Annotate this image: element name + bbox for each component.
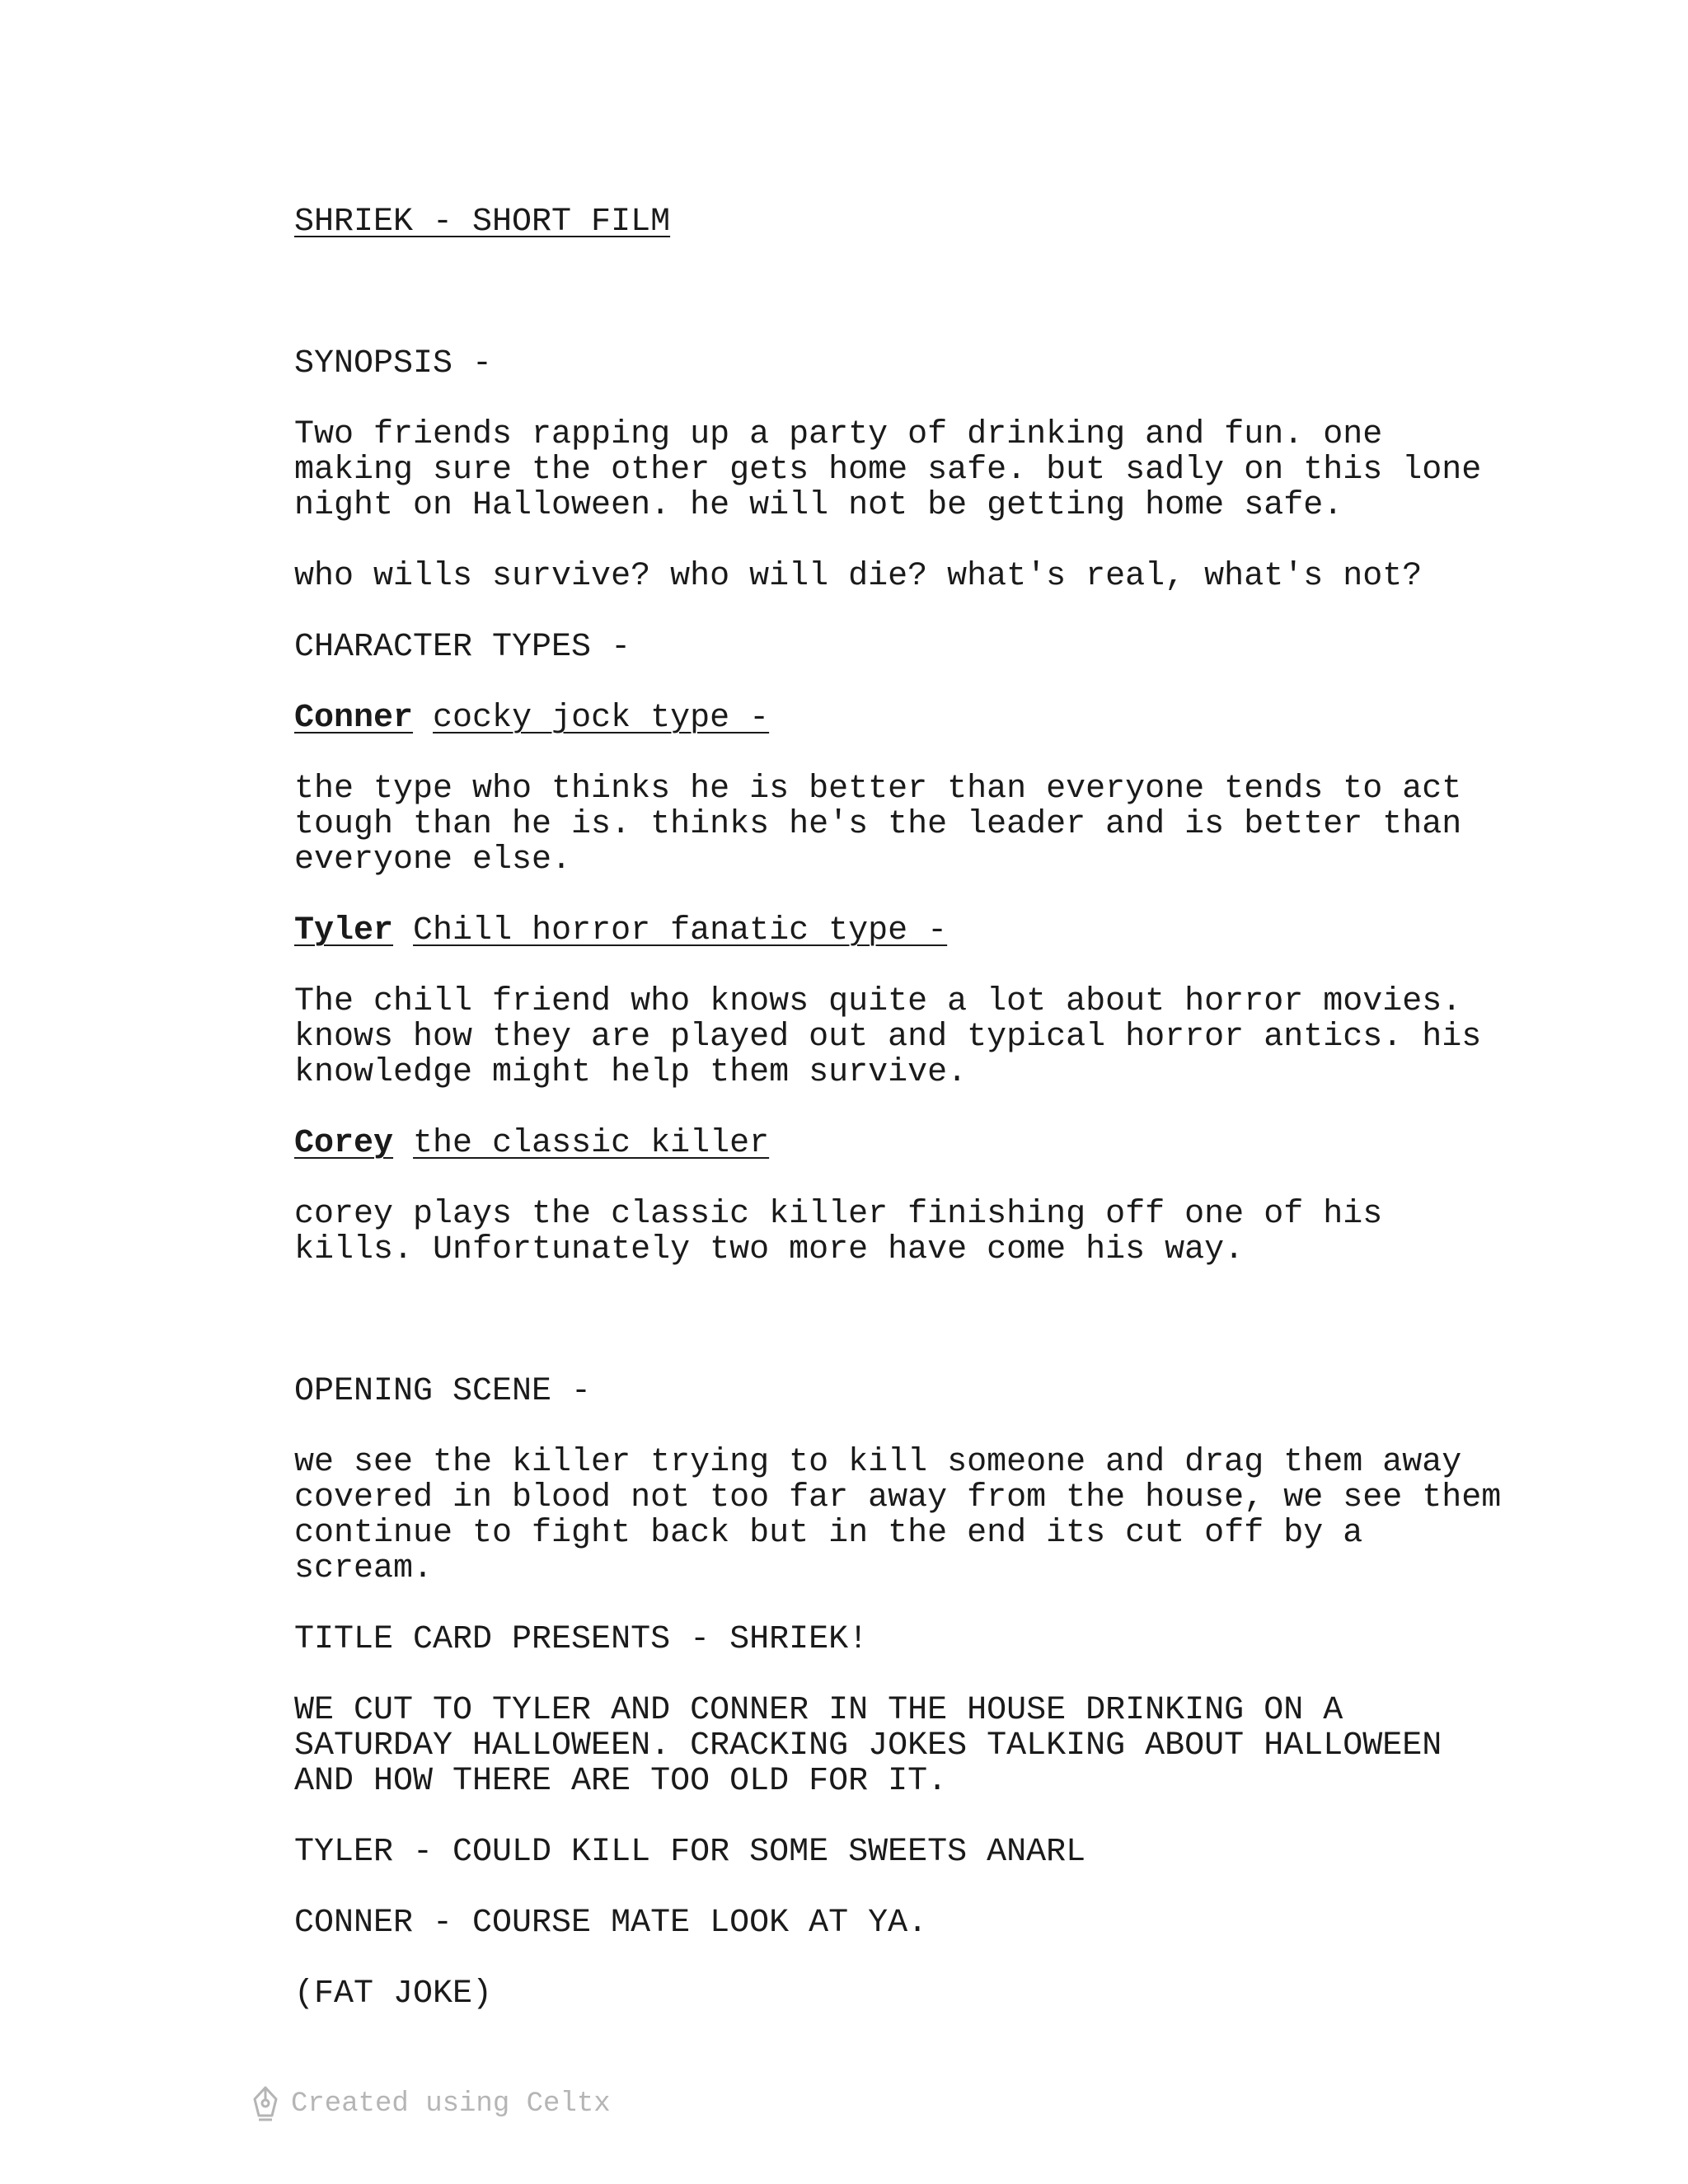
opening-line: covered in blood not too far away from the house, we see them bbox=[294, 1479, 1502, 1516]
character-type: cocky jock type - bbox=[433, 700, 770, 737]
synopsis-question: who wills survive? who will die? what's real, what's not? bbox=[294, 558, 1423, 595]
dialogue-conner: CONNER - COURSE MATE LOOK AT YA. bbox=[294, 1905, 928, 1942]
dialogue-tyler: TYLER - COULD KILL FOR SOME SWEETS ANARL bbox=[294, 1834, 1086, 1871]
character-type: the classic killer bbox=[413, 1125, 770, 1162]
character-heading-tyler bbox=[294, 913, 947, 949]
document-title: SHRIEK - SHORT FILM bbox=[294, 204, 671, 241]
character-heading-conner bbox=[294, 701, 769, 736]
opening-scene-heading: OPENING SCENE - bbox=[294, 1373, 592, 1410]
character-desc-line: knows how they are played out and typical horror antics. his bbox=[294, 1019, 1482, 1056]
character-name: Corey bbox=[294, 1125, 394, 1162]
character-name: Conner bbox=[294, 700, 414, 737]
fat-joke-note: (FAT JOKE) bbox=[294, 1975, 493, 2013]
synopsis-line: making sure the other gets home safe. but sadly on this lone bbox=[294, 452, 1482, 489]
character-desc-line: The chill friend who knows quite a lot about horror movies. bbox=[294, 983, 1462, 1020]
synopsis-line: night on Halloween. he will not be getting home safe. bbox=[294, 487, 1343, 524]
synopsis-heading: SYNOPSIS - bbox=[294, 345, 493, 382]
character-desc-line: everyone else. bbox=[294, 841, 572, 879]
opening-line: continue to fight back but in the end its cut off by a bbox=[294, 1515, 1363, 1552]
character-desc-line: corey plays the classic killer finishing off one of his bbox=[294, 1196, 1383, 1233]
footer-text: Created using Celtx bbox=[291, 2088, 611, 2120]
opening-line: WE CUT TO TYLER AND CONNER IN THE HOUSE DRINKING ON A bbox=[294, 1692, 1343, 1729]
character-heading-corey bbox=[294, 1126, 769, 1161]
title-card-line: TITLE CARD PRESENTS - SHRIEK! bbox=[294, 1621, 869, 1658]
character-desc-line: the type who thinks he is better than everyone tends to act bbox=[294, 771, 1462, 808]
celtx-pen-icon bbox=[251, 2085, 279, 2123]
character-desc-line: kills. Unfortunately two more have come his way. bbox=[294, 1231, 1245, 1268]
synopsis-line: Two friends rapping up a party of drinking and fun. one bbox=[294, 416, 1383, 453]
character-desc-line: tough than he is. thinks he's the leader and is better than bbox=[294, 806, 1462, 843]
character-type: Chill horror fanatic type - bbox=[413, 912, 948, 949]
footer bbox=[251, 2083, 611, 2125]
character-types-heading: CHARACTER TYPES - bbox=[294, 629, 631, 666]
opening-line: scream. bbox=[294, 1550, 434, 1587]
opening-line: SATURDAY HALLOWEEN. CRACKING JOKES TALKING ABOUT HALLOWEEN bbox=[294, 1727, 1442, 1765]
opening-line: AND HOW THERE ARE TOO OLD FOR IT. bbox=[294, 1763, 948, 1800]
opening-line: we see the killer trying to kill someone and drag them away bbox=[294, 1444, 1462, 1481]
character-desc-line: knowledge might help them survive. bbox=[294, 1054, 968, 1091]
character-name: Tyler bbox=[294, 912, 394, 949]
